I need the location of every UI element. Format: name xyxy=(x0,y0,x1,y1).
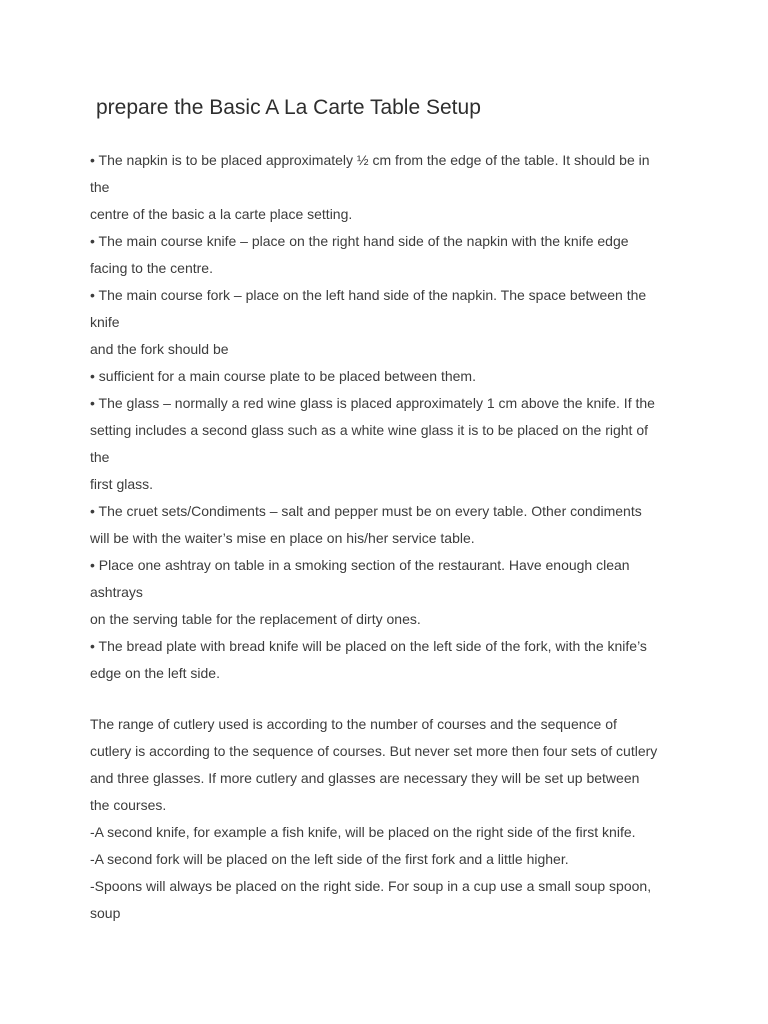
text-line: • The napkin is to be placed approximately ½ cm from the edge of the table. It should be in xyxy=(90,152,650,168)
text-line: • Place one ashtray on table in a smoking section of the restaurant. Have enough clean xyxy=(90,557,630,573)
text-line: will be with the waiter’s mise en place on his/her service table. xyxy=(90,530,475,546)
text-line: -Spoons will always be placed on the right side. For soup in a cup use a small soup spoon, xyxy=(90,878,652,894)
text-line: the courses. xyxy=(90,797,167,813)
page-title: prepare the Basic A La Carte Table Setup xyxy=(96,96,481,119)
text-line: edge on the left side. xyxy=(90,665,220,681)
text-line: • The glass – normally a red wine glass is placed approximately 1 cm above the knife. If the xyxy=(90,395,655,411)
text-line: -A second knife, for example a fish knife, will be placed on the right side of the first knife. xyxy=(90,824,636,840)
text-line: ashtrays xyxy=(90,584,143,600)
text-line: and the fork should be xyxy=(90,341,229,357)
text-line: and three glasses. If more cutlery and glasses are necessary they will be set up between xyxy=(90,770,640,786)
text-line: • The cruet sets/Condiments – salt and pepper must be on every table. Other condiments xyxy=(90,503,642,519)
text-line: on the serving table for the replacement of dirty ones. xyxy=(90,611,421,627)
text-line: facing to the centre. xyxy=(90,260,213,276)
text-line: the xyxy=(90,449,110,465)
text-line: the xyxy=(90,179,110,195)
text-line: -A second fork will be placed on the left side of the first fork and a little higher. xyxy=(90,851,569,867)
text-line: cutlery is according to the sequence of courses. But never set more then four sets of cutlery xyxy=(90,743,658,759)
text-line: • The main course knife – place on the right hand side of the napkin with the knife edge xyxy=(90,233,629,249)
text-line: • The main course fork – place on the left hand side of the napkin. The space between the xyxy=(90,287,647,303)
text-line: setting includes a second glass such as a white wine glass it is to be placed on the right of xyxy=(90,422,648,438)
text-line: • sufficient for a main course plate to be placed between them. xyxy=(90,368,476,384)
text-line: soup xyxy=(90,905,121,921)
text-line: knife xyxy=(90,314,120,330)
text-line: The range of cutlery used is according to the number of courses and the sequence of xyxy=(90,716,617,732)
text-line: • The bread plate with bread knife will be placed on the left side of the fork, with the knife’s xyxy=(90,638,647,654)
text-line: first glass. xyxy=(90,476,154,492)
text-line: centre of the basic a la carte place setting. xyxy=(90,206,353,222)
